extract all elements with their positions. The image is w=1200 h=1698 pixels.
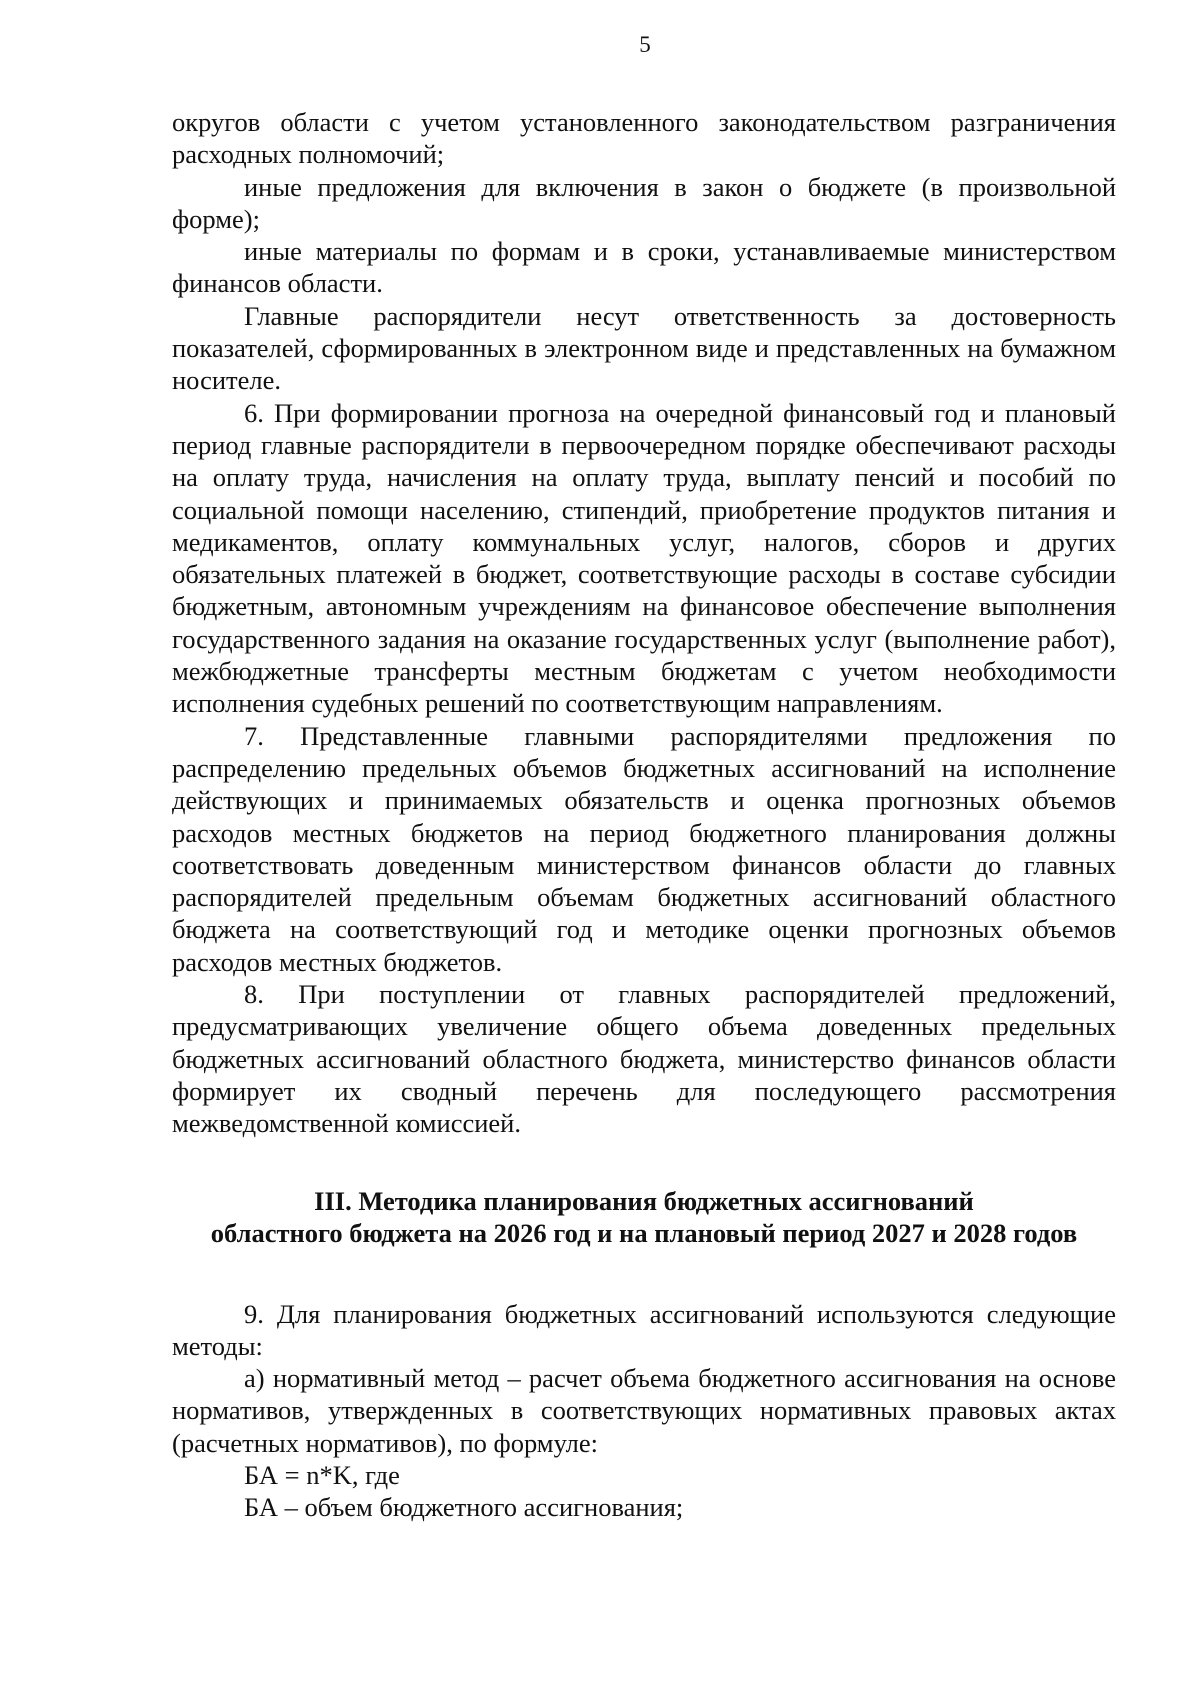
paragraph-item-9: 9. Для планирования бюджетных ассигнований используются следующие методы:: [172, 1298, 1116, 1361]
document-body: [172, 106, 1116, 1524]
page-number: 5: [639, 32, 651, 57]
paragraph-item-8: 8. При поступлении от главных распорядителей предложений, предусматривающих увеличение общего объема доведенных предельных бюджетных ассигнований областного бюджета, министерство финансов области формирует их сводный перечень для последующего рассмотрения межведомственной комиссией.: [172, 979, 1116, 1139]
formula-definition: БА – объем бюджетного ассигнования;: [244, 1492, 684, 1523]
paragraph-continuation: округов области с учетом установленного законодательством разграничения расходных полномочий;: [172, 107, 1116, 170]
section-heading-line-1: III. Методика планирования бюджетных ассигнований: [314, 1185, 974, 1216]
section-heading-line-2: областного бюджета на 2026 год и на плановый период 2027 и 2028 годов: [210, 1218, 1078, 1248]
paragraph-other-materials: иные материалы по формам и в сроки, устанавливаемые министерством финансов области.: [172, 236, 1116, 299]
formula-line: БА = n*K, где: [244, 1459, 400, 1490]
section-heading: [172, 1185, 1116, 1250]
paragraph-responsibility: Главные распорядители несут ответственность за достоверность показателей, сформированных в электронном виде и представленных на бумажном носителе.: [172, 300, 1116, 396]
paragraph-other-proposals: иные предложения для включения в закон о бюджете (в произвольной форме);: [172, 171, 1116, 234]
paragraph-normative-method: а) нормативный метод – расчет объема бюджетного ассигнования на основе нормативов, утвержденных в соответствующих нормативных правовых актах (расчетных нормативов), по формуле:: [172, 1363, 1116, 1458]
paragraph-item-6: 6. При формировании прогноза на очередной финансовый год и плановый период главные распорядители в первоочередном порядке обеспечивают расходы на оплату труда, начисления на оплату труда, выплату пенсий и пособий по социальной помощи населению, стипендий, приобретение продуктов питания и медикаментов, оплату коммунальных услуг, налогов, сборов и других обязательных платежей в бюджет, соответствующие расходы в составе субсидии бюджетным, автономным учреждениям на финансовое обеспечение выполнения государственного задания на оказание государственных услуг (выполнение работ), межбюджетные трансферты местным бюджетам с учетом необходимости исполнения судебных решений по соответствующим направлениям.: [172, 397, 1116, 719]
paragraph-item-7: 7. Представленные главными распорядителями предложения по распределению предельных объемов бюджетных ассигнований на исполнение действующих и принимаемых обязательств и оценка прогнозных объемов расходов местных бюджетов на период бюджетного планирования должны соответствовать доведенным министерством финансов области до главных распорядителей предельным объемам бюджетных ассигнований областного бюджета на соответствующий год и методике оценки прогнозных объемов расходов местных бюджетов.: [172, 720, 1116, 977]
